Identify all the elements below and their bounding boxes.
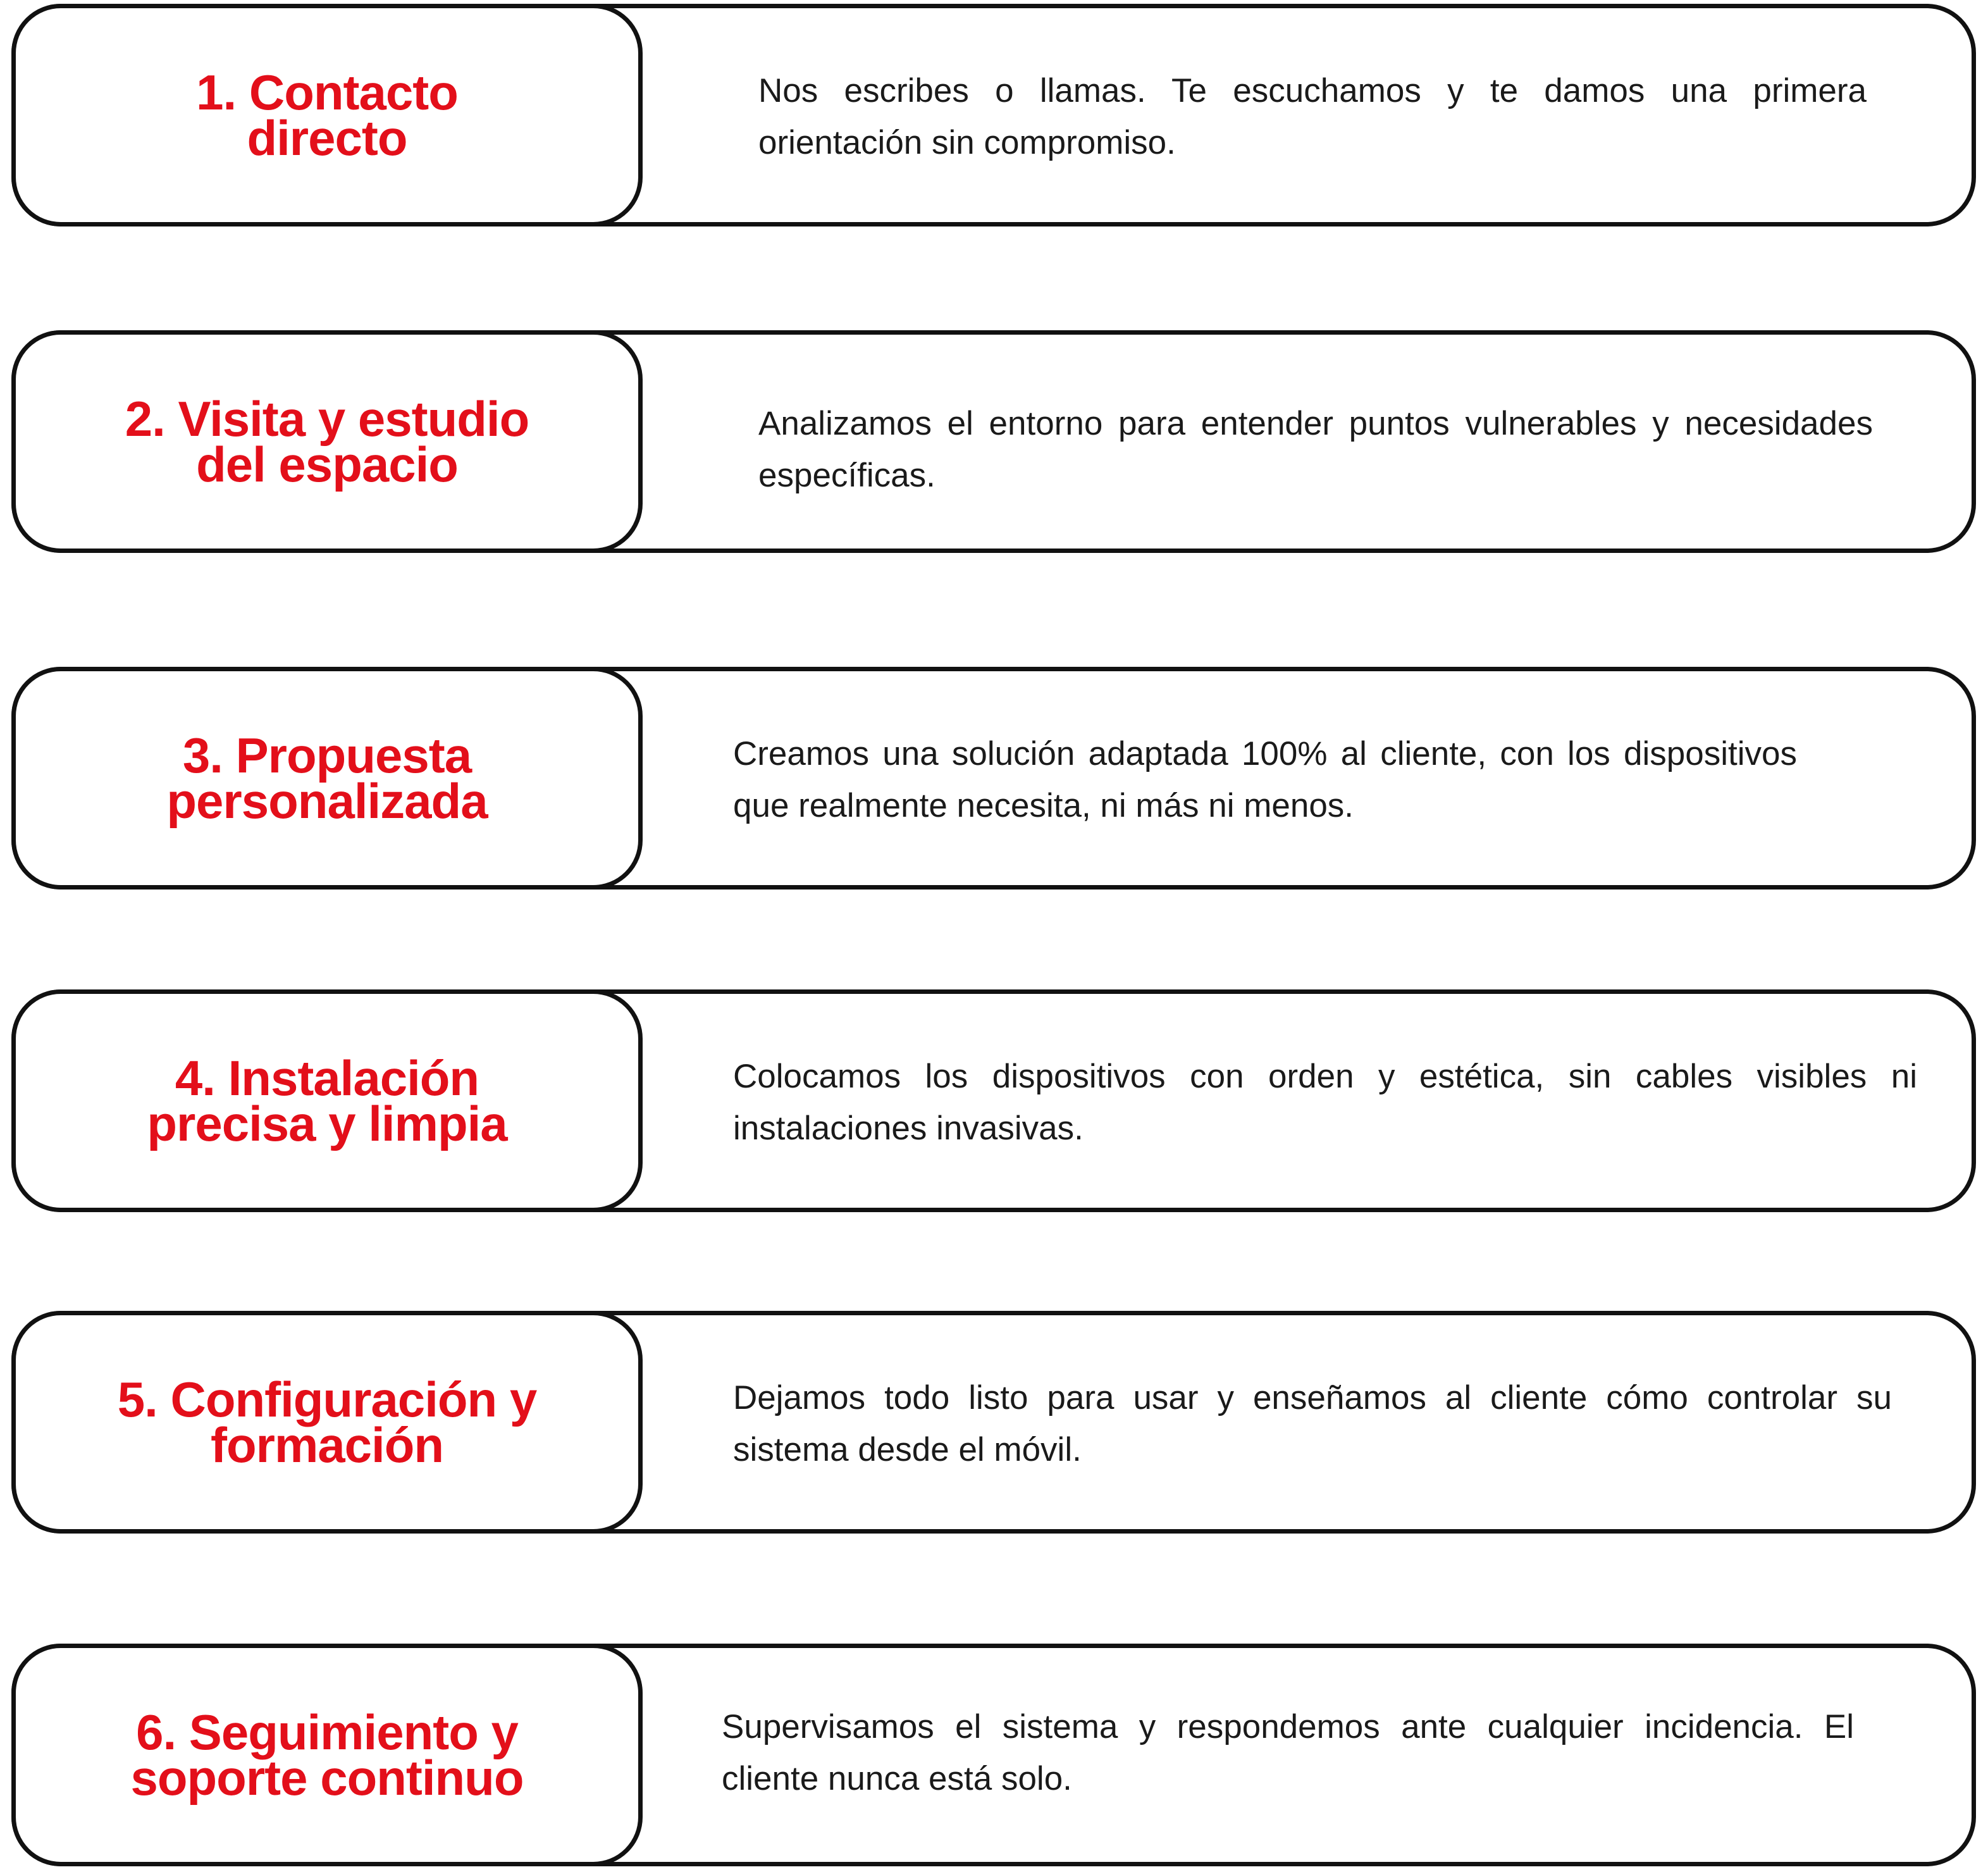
step-2 bbox=[11, 330, 1976, 553]
step-2-description: Analizamos el entorno para entender puntos vulnerables y necesidades específicas. bbox=[758, 405, 1873, 494]
step-4-description: Colocamos los dispositivos con orden y estética, sin cables visibles ni instalaciones invasivas. bbox=[733, 1058, 1917, 1147]
step-6-description: Supervisamos el sistema y respondemos ante cualquier incidencia. El cliente nunca está solo. bbox=[722, 1708, 1854, 1797]
step-5-description: Dejamos todo listo para usar y enseñamos al cliente cómo controlar su sistema desde el móvil. bbox=[733, 1379, 1892, 1468]
step-6-title: 6. Seguimiento y soporte continuo bbox=[130, 1704, 524, 1806]
step-6 bbox=[11, 1644, 1976, 1866]
step-1-title: 1. Contacto directo bbox=[196, 65, 458, 166]
step-1-description: Nos escribes o llamas. Te escuchamos y te damos una primera orientación sin compromiso. bbox=[758, 72, 1867, 161]
step-5-title-box bbox=[11, 1311, 643, 1534]
step-5-title: 5. Configuración y formación bbox=[117, 1372, 537, 1473]
step-6-title-box bbox=[11, 1644, 643, 1866]
step-3-title-box bbox=[11, 667, 643, 890]
step-4-title-box bbox=[11, 989, 643, 1212]
step-3 bbox=[11, 667, 1976, 890]
step-3-title: 3. Propuesta personalizada bbox=[166, 728, 488, 829]
step-4-title: 4. Instalación precisa y limpia bbox=[147, 1050, 507, 1151]
step-1-title-box bbox=[11, 4, 643, 226]
step-2-title: 2. Visita y estudio del espacio bbox=[125, 391, 529, 492]
step-4 bbox=[11, 989, 1976, 1212]
step-2-title-box bbox=[11, 330, 643, 553]
step-5 bbox=[11, 1311, 1976, 1534]
step-1 bbox=[11, 4, 1976, 226]
step-3-description: Creamos una solución adaptada 100% al cliente, con los dispositivos que realmente necesita, ni más ni menos. bbox=[733, 735, 1797, 824]
